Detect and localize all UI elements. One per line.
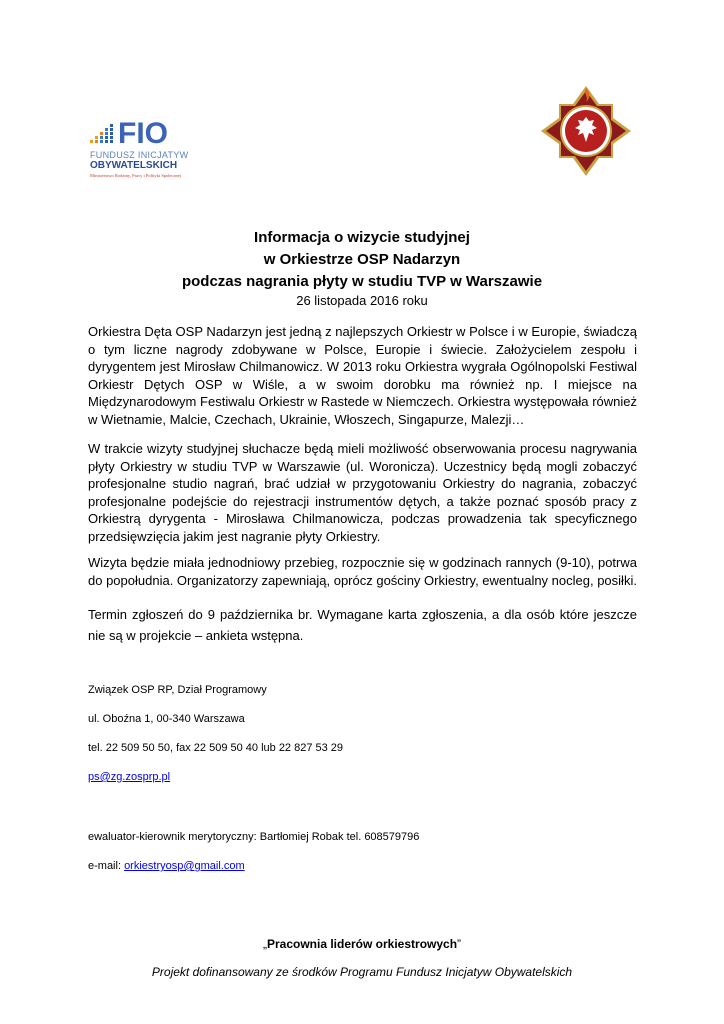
project-name-text: Pracownia liderów orkiestrowych — [266, 937, 458, 951]
email-link[interactable]: ps@zg.zosprp.pl — [88, 771, 171, 783]
quote-open: „ — [262, 937, 267, 951]
contact-email2-row — [88, 860, 245, 872]
contact-organization: Związek OSP RP, Dział Programowy — [88, 684, 267, 696]
project-name — [0, 937, 724, 951]
contact-email-row — [88, 771, 170, 783]
quote-close: ” — [457, 937, 462, 951]
paragraph-orchestra-intro: Orkiestra Dęta OSP Nadarzyn jest jedną z najlepszych Orkiestr w Polsce i w Europie, świadczą o tym liczne nagrody zdobywane w Polsce, Europie i świecie. Założycielem zespołu i dyrygentem jest Mirosław Chilmanowicz. W 2013 roku Orkiestra wygrała Ogólnopolski Festiwal Orkiestr Dętych OSP w Wiśle, a w swoim dorobku ma również np. I miejsce na Międzynarodowym Festiwalu Orkiestr w Rastede w Niemczech. Orkiestra występowała również w Wietnamie, Malcie, Czechach, Ukrainie, Włoszech, Singapurze, Malezji… — [88, 324, 637, 427]
email2-link[interactable]: orkiestryosp@gmail.com — [124, 860, 245, 872]
title-line-2: w Orkiestrze OSP Nadarzyn — [263, 251, 461, 268]
email-label: e-mail: — [88, 860, 125, 872]
fio-logo — [88, 114, 212, 182]
title-line-1: Informacja o wizycie studyjnej — [254, 229, 470, 246]
contact-address: ul. Oboźna 1, 00-340 Warszawa — [88, 713, 245, 725]
paragraph-deadline: Termin zgłoszeń do 9 października br. Wymagane karta zgłoszenia, a dla osób które jeszcze nie są w projekcie – ankieta wstępna. — [88, 607, 637, 643]
contact-evaluator: ewaluator-kierownik merytoryczny: Bartłomiej Robak tel. 608579796 — [88, 831, 420, 843]
contact-phone: tel. 22 509 50 50, fax 22 509 50 40 lub 22 827 53 29 — [88, 742, 344, 754]
osp-emblem — [539, 84, 633, 178]
title-line-3: podczas nagrania płyty w studiu TVP w Warszawie — [181, 273, 543, 290]
paragraph-schedule: Wizyta będzie miała jednodniowy przebieg, rozpocznie się w godzinach rannych (9-10), potrwa do popołudnia. Organizatorzy zapewniają, oprócz gościny Orkiestry, ewentualny nocleg, posiłki. — [88, 555, 637, 588]
fio-wordmark: FIO — [118, 117, 168, 150]
fio-dots-graphic — [90, 124, 113, 143]
fio-line1: FUNDUSZ INICJATYW — [90, 150, 189, 160]
fio-ministry: Ministerstwo Rodziny, Pracy i Polityki Społecznej — [90, 173, 181, 178]
document-date: 26 listopada 2016 roku — [296, 293, 428, 308]
fio-line2: OBYWATELSKICH — [90, 160, 178, 171]
paragraph-study-visit: W trakcie wizyty studyjnej słuchacze będą mieli możliwość obserwowania procesu nagrywania płyty Orkiestry w studiu TVP w Warszawie (ul. Woronicza). Uczestnicy będą mogli zobaczyć profesjonalne studio nagrań, brać udział w przygotowaniu Orkiestry do nagrania, zobaczyć profesjonalne podejście do rejestracji instrumentów dętych, a także poznać sposób pracy z Orkiestrą dyrygenta - Mirosława Chilmanowicza, podczas prowadzenia tak specyficznego przedsięwzięcia jakim jest nagranie płyty Orkiestry. — [88, 441, 637, 544]
funding-note: Projekt dofinansowany ze środków Programu Fundusz Inicjatyw Obywatelskich — [151, 965, 573, 979]
